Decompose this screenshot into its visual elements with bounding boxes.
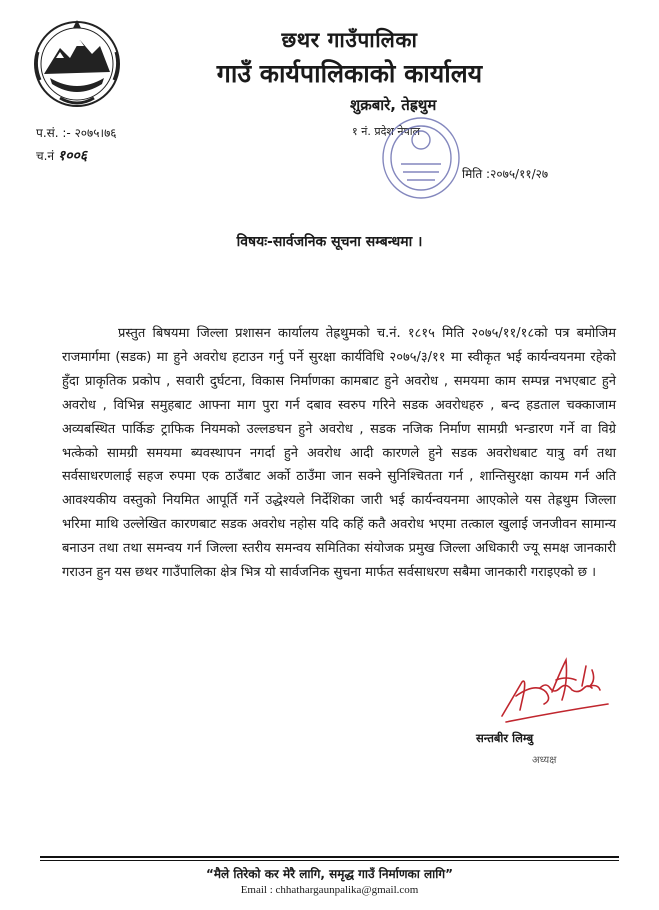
footer-email: Email : chhathargaunpalika@gmail.com <box>240 884 419 896</box>
footer-divider-thin <box>40 860 619 861</box>
dispatch-number-label: च.नं <box>36 149 58 163</box>
office-name: छथर गाउँपालिका <box>281 28 418 52</box>
body-paragraph: प्रस्तुत बिषयमा जिल्ला प्रशासन कार्यालय तेह्रथुमको च.नं. १८१५ मिति २०७५/११/१८को पत्र बमोजिम राजमार्गमा (सडक) मा हुने अवरोध हटाउन गर्नु पर्ने सुरक्षा कार्यविधि २०७५/३/११ मा स्वीकृत भई कार्यन्वयनमा रहेको हुँदा प्राकृतिक प्रकोप , सवारी दुर्घटना, विकास निर्माणका कामबाट हुने अवरोध , समयमा काम सम्पन्न नभएबाट हुने अवरोध , विभिन्न समुहबाट आफ्ना माग पुरा गर्न दबाव स्वरुप गरिने सडक अवरोधहरु , बन्द हडताल चक्काजाम अव्यबस्थित पार्किङ ट्राफिक नियमको उल्लङघन हुने अवरोध , सडक नजिक निर्माण सामग्री भन्डारण गर्ने वा विग्रे भत्केको सामग्री समयमा ब्यवस्थापन नगर्दा हुने अवरोध आदी कारणले हुने सडक अवरोधबाट यात्रु वर्ग तथा सर्वसाधरणलाई सहज रुपमा एक ठाउँबाट अर्को ठाउँमा जान सक्ने सुनिश्चितता गर्न , शान्तिसुरक्षा कायम गर्न अति आवश्यकीय वस्तुको नियमित आपूर्ति गर्ने उद्धेश्यले निर्देशिका जारी भई कार्यन्वयनमा आएकोले यस तेह्रथुम जिल्ला भरिमा माथि उल्लेखित कारणबाट सडक अवरोध नहोस यदि कहिं कतै अवरोध भएमा तत्काल खुलाई जनजीवन सामान्य बनाउन तथा तथा समन्वय गर्न जिल्ला स्तरीय समन्वय समितिका संयोजक प्रमुख जिल्ला अधिकारी ज्यू समक्ष जानकारी गराउन हुन यस छथर गाउँपालिका क्षेत्र भित्र यो सार्वजनिक सुचना मार्फत सर्वसाधरण सबैमा जानकारी गराइएको छ । <box>62 326 616 581</box>
office-seal-stamp <box>375 110 467 206</box>
letter-number-label: प.सं. :- <box>36 126 75 140</box>
handwritten-signature <box>496 652 616 728</box>
subject-line: विषयः-सार्वजनिक सूचना सम्बन्धमा । <box>236 234 423 250</box>
letter-number <box>36 124 117 141</box>
dispatch-number-value: १००६ <box>57 148 88 164</box>
dispatch-number <box>36 146 87 165</box>
date-label: मिति : <box>462 167 491 181</box>
signer-name: सन्तबीर लिम्बु <box>476 731 534 745</box>
office-title: गाउँ कार्यपालिकाको कार्यालय <box>216 59 483 88</box>
province-line: १ नं. प्रदेश नेपाल <box>352 125 421 138</box>
footer-motto: “मैले तिरेको कर मेरै लागि, समृद्ध गाउँ निर्माणका लागि” <box>205 867 454 881</box>
date-value: २०७५/११/२७ <box>490 167 549 181</box>
letter-date <box>462 165 548 182</box>
letter-number-value: २०७५।७६ <box>74 126 117 140</box>
footer-divider <box>40 856 619 858</box>
office-address: शुक्रबारे, तेह्रथुम <box>350 96 437 114</box>
signer-title: अध्यक्ष <box>532 755 557 766</box>
